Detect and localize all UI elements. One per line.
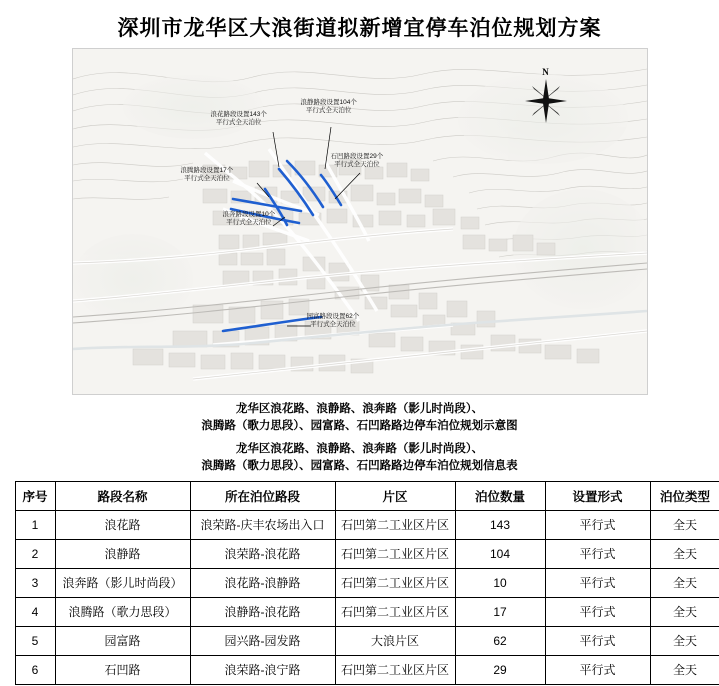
compass-rose [523, 67, 569, 129]
table-cell: 104 [455, 539, 545, 568]
table-cell: 全天 [650, 655, 719, 684]
table-cell: 全天 [650, 539, 719, 568]
map-figure [72, 48, 648, 395]
table-header-cell: 所在泊位路段 [190, 481, 335, 510]
table-cell: 石凹第二工业区片区 [335, 510, 455, 539]
table-cell: 平行式 [545, 510, 650, 539]
table-cell: 浪花路 [55, 510, 190, 539]
table-cell: 浪静路-浪花路 [190, 597, 335, 626]
table-cell: 5 [15, 626, 55, 655]
table-cell: 浪荣路-浪花路 [190, 539, 335, 568]
table-cell: 石凹第二工业区片区 [335, 655, 455, 684]
table-row [15, 510, 719, 539]
table-cell: 平行式 [545, 568, 650, 597]
table-cell: 143 [455, 510, 545, 539]
table-cell: 园富路 [55, 626, 190, 655]
table-header-cell: 设置形式 [545, 481, 650, 510]
table-row [15, 626, 719, 655]
map-annotation-langhua: 浪花路段设置143个 平行式全天泊位 [210, 111, 267, 127]
table-header-cell: 片区 [335, 481, 455, 510]
figure-caption: 龙华区浪花路、浪静路、浪奔路（影儿时尚段）、 浪腾路（歌力思段）、园富路、石凹路路边停车泊位规划示意图 [201, 403, 518, 432]
parking-plan-table-wrapper [15, 481, 710, 685]
table-cell: 大浪片区 [335, 626, 455, 655]
table-header-cell: 泊位数量 [455, 481, 545, 510]
table-cell: 17 [455, 597, 545, 626]
table-cell: 平行式 [545, 626, 650, 655]
parking-plan-table [15, 481, 719, 685]
table-cell: 1 [15, 510, 55, 539]
table-cell: 10 [455, 568, 545, 597]
table-row [15, 539, 719, 568]
map-annotation-langjing: 浪静路段设置104个 平行式全天泊位 [300, 99, 357, 115]
table-cell: 6 [15, 655, 55, 684]
table-header-cell: 泊位类型 [650, 481, 719, 510]
table-cell: 园兴路-园发路 [190, 626, 335, 655]
table-cell: 石凹第二工业区片区 [335, 597, 455, 626]
compass-icon [523, 77, 569, 125]
table-cell: 62 [455, 626, 545, 655]
table-cell: 2 [15, 539, 55, 568]
table-cell: 全天 [650, 510, 719, 539]
table-header-row [15, 481, 719, 510]
table-row [15, 655, 719, 684]
table-cell: 浪荣路-庆丰农场出入口 [190, 510, 335, 539]
table-header-cell: 序号 [15, 481, 55, 510]
map-annotation-langben: 浪奔路段设置10个 平行式全天泊位 [222, 211, 276, 227]
map-annotation-shiao: 石凹路段设置29个 平行式全天泊位 [330, 153, 384, 169]
table-cell: 浪奔路（影儿时尚段） [55, 568, 190, 597]
table-cell: 4 [15, 597, 55, 626]
table-cell: 29 [455, 655, 545, 684]
table-row [15, 568, 719, 597]
table-cell: 浪花路-浪静路 [190, 568, 335, 597]
table-cell: 全天 [650, 626, 719, 655]
table-cell: 平行式 [545, 655, 650, 684]
table-cell: 石凹第二工业区片区 [335, 568, 455, 597]
table-cell: 石凹第二工业区片区 [335, 539, 455, 568]
table-cell: 全天 [650, 568, 719, 597]
table-cell: 浪荣路-浪宁路 [190, 655, 335, 684]
map-annotation-langteng: 浪腾路段设置17个 平行式全天泊位 [180, 167, 234, 183]
table-cell: 3 [15, 568, 55, 597]
table-cell: 平行式 [545, 539, 650, 568]
table-cell: 平行式 [545, 597, 650, 626]
table-cell: 石凹路 [55, 655, 190, 684]
compass-north-label: N [542, 67, 549, 77]
table-cell: 全天 [650, 597, 719, 626]
table-cell: 浪腾路（歌力思段） [55, 597, 190, 626]
table-cell: 浪静路 [55, 539, 190, 568]
page-title: 深圳市龙华区大浪街道拟新增宜停车泊位规划方案 [117, 17, 602, 40]
map-annotation-yuanfu: 园富路段设置62个 平行式全天泊位 [306, 313, 360, 329]
table-caption: 龙华区浪花路、浪静路、浪奔路（影儿时尚段）、 浪腾路（歌力思段）、园富路、石凹路路边停车泊位规划信息表 [201, 443, 518, 473]
table-header-cell: 路段名称 [55, 481, 190, 510]
table-row [15, 597, 719, 626]
